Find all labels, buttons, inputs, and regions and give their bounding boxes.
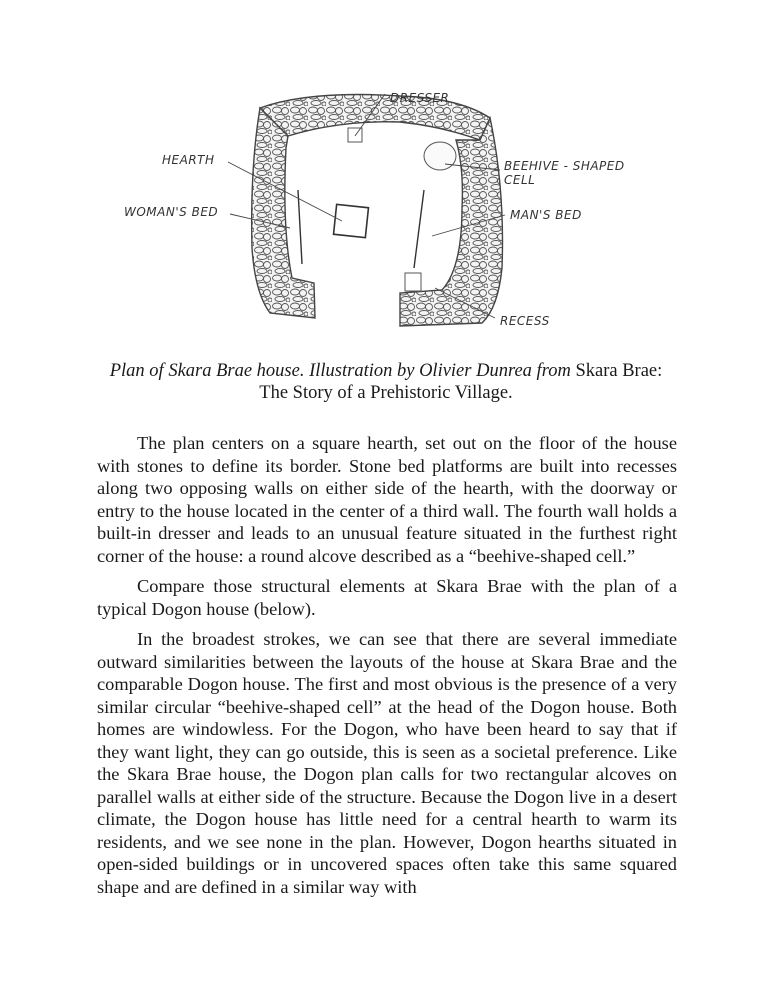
label-beehive-cell: CELL xyxy=(504,173,536,187)
figure-caption xyxy=(96,360,676,404)
skara-brae-house-plan-illustration xyxy=(110,78,670,358)
caption-italic: Plan of Skara Brae house. Illustration by Olivier Dunrea from xyxy=(109,361,571,381)
label-womans-bed: WOMAN'S BED xyxy=(124,205,219,219)
mans-bed-edge xyxy=(414,190,424,268)
recess-box xyxy=(405,273,421,291)
label-mans-bed: MAN'S BED xyxy=(510,208,582,222)
dresser-stone xyxy=(348,128,362,142)
paragraph-2: Compare those structural elements at Skara Brae with the plan of a typical Dogon house (below). xyxy=(97,576,677,619)
label-beehive: BEEHIVE - SHAPED xyxy=(504,159,625,173)
body-text xyxy=(97,432,677,906)
label-recess: RECESS xyxy=(500,314,550,328)
stone-walls xyxy=(252,95,503,327)
label-hearth: HEARTH xyxy=(162,153,215,167)
paragraph-3: In the broadest strokes, we can see that there are several immediate outward similarities between the layouts of the house at Skara Brae and the comparable Dogon house. The first and most obvious is the presence of a very similar circular “beehive-shaped cell” at the head of the Dogon house. Both homes are windowless. For the Dogon, who have been heard to say that if they want light, they can go outside, this is seen as a societal preference. Like the Skara Brae house, the Dogon plan calls for two rectangular alcoves on parallel walls at either side of the structure. Because the Dogon live in a desert climate, the Dogon house has little need for a central hearth to warm its residents, and we see none in the plan. However, Dogon hearths situated in open-sided buildings or in uncovered spaces often take this same squared shape and are defined in a similar way with xyxy=(97,629,677,897)
womans-bed-edge xyxy=(298,190,302,264)
label-dresser: DRESSER xyxy=(390,91,450,105)
caption-roman: Skara Brae: The Story of a Prehistoric Village. xyxy=(259,361,663,403)
house-plan-drawing xyxy=(110,78,670,358)
hearth-square xyxy=(334,204,369,237)
paragraph-1: The plan centers on a square hearth, set out on the floor of the house with stones to define its border. Stone bed platforms are built into recesses along two opposing walls on either side of the hearth, with the doorway or entry to the house located in the center of a third wall. The fourth wall holds a built-in dresser and leads to an unusual feature situated in the furthest right corner of the house: a round alcove described as a “beehive-shaped cell.” xyxy=(97,433,677,566)
beehive-cell xyxy=(424,142,456,170)
